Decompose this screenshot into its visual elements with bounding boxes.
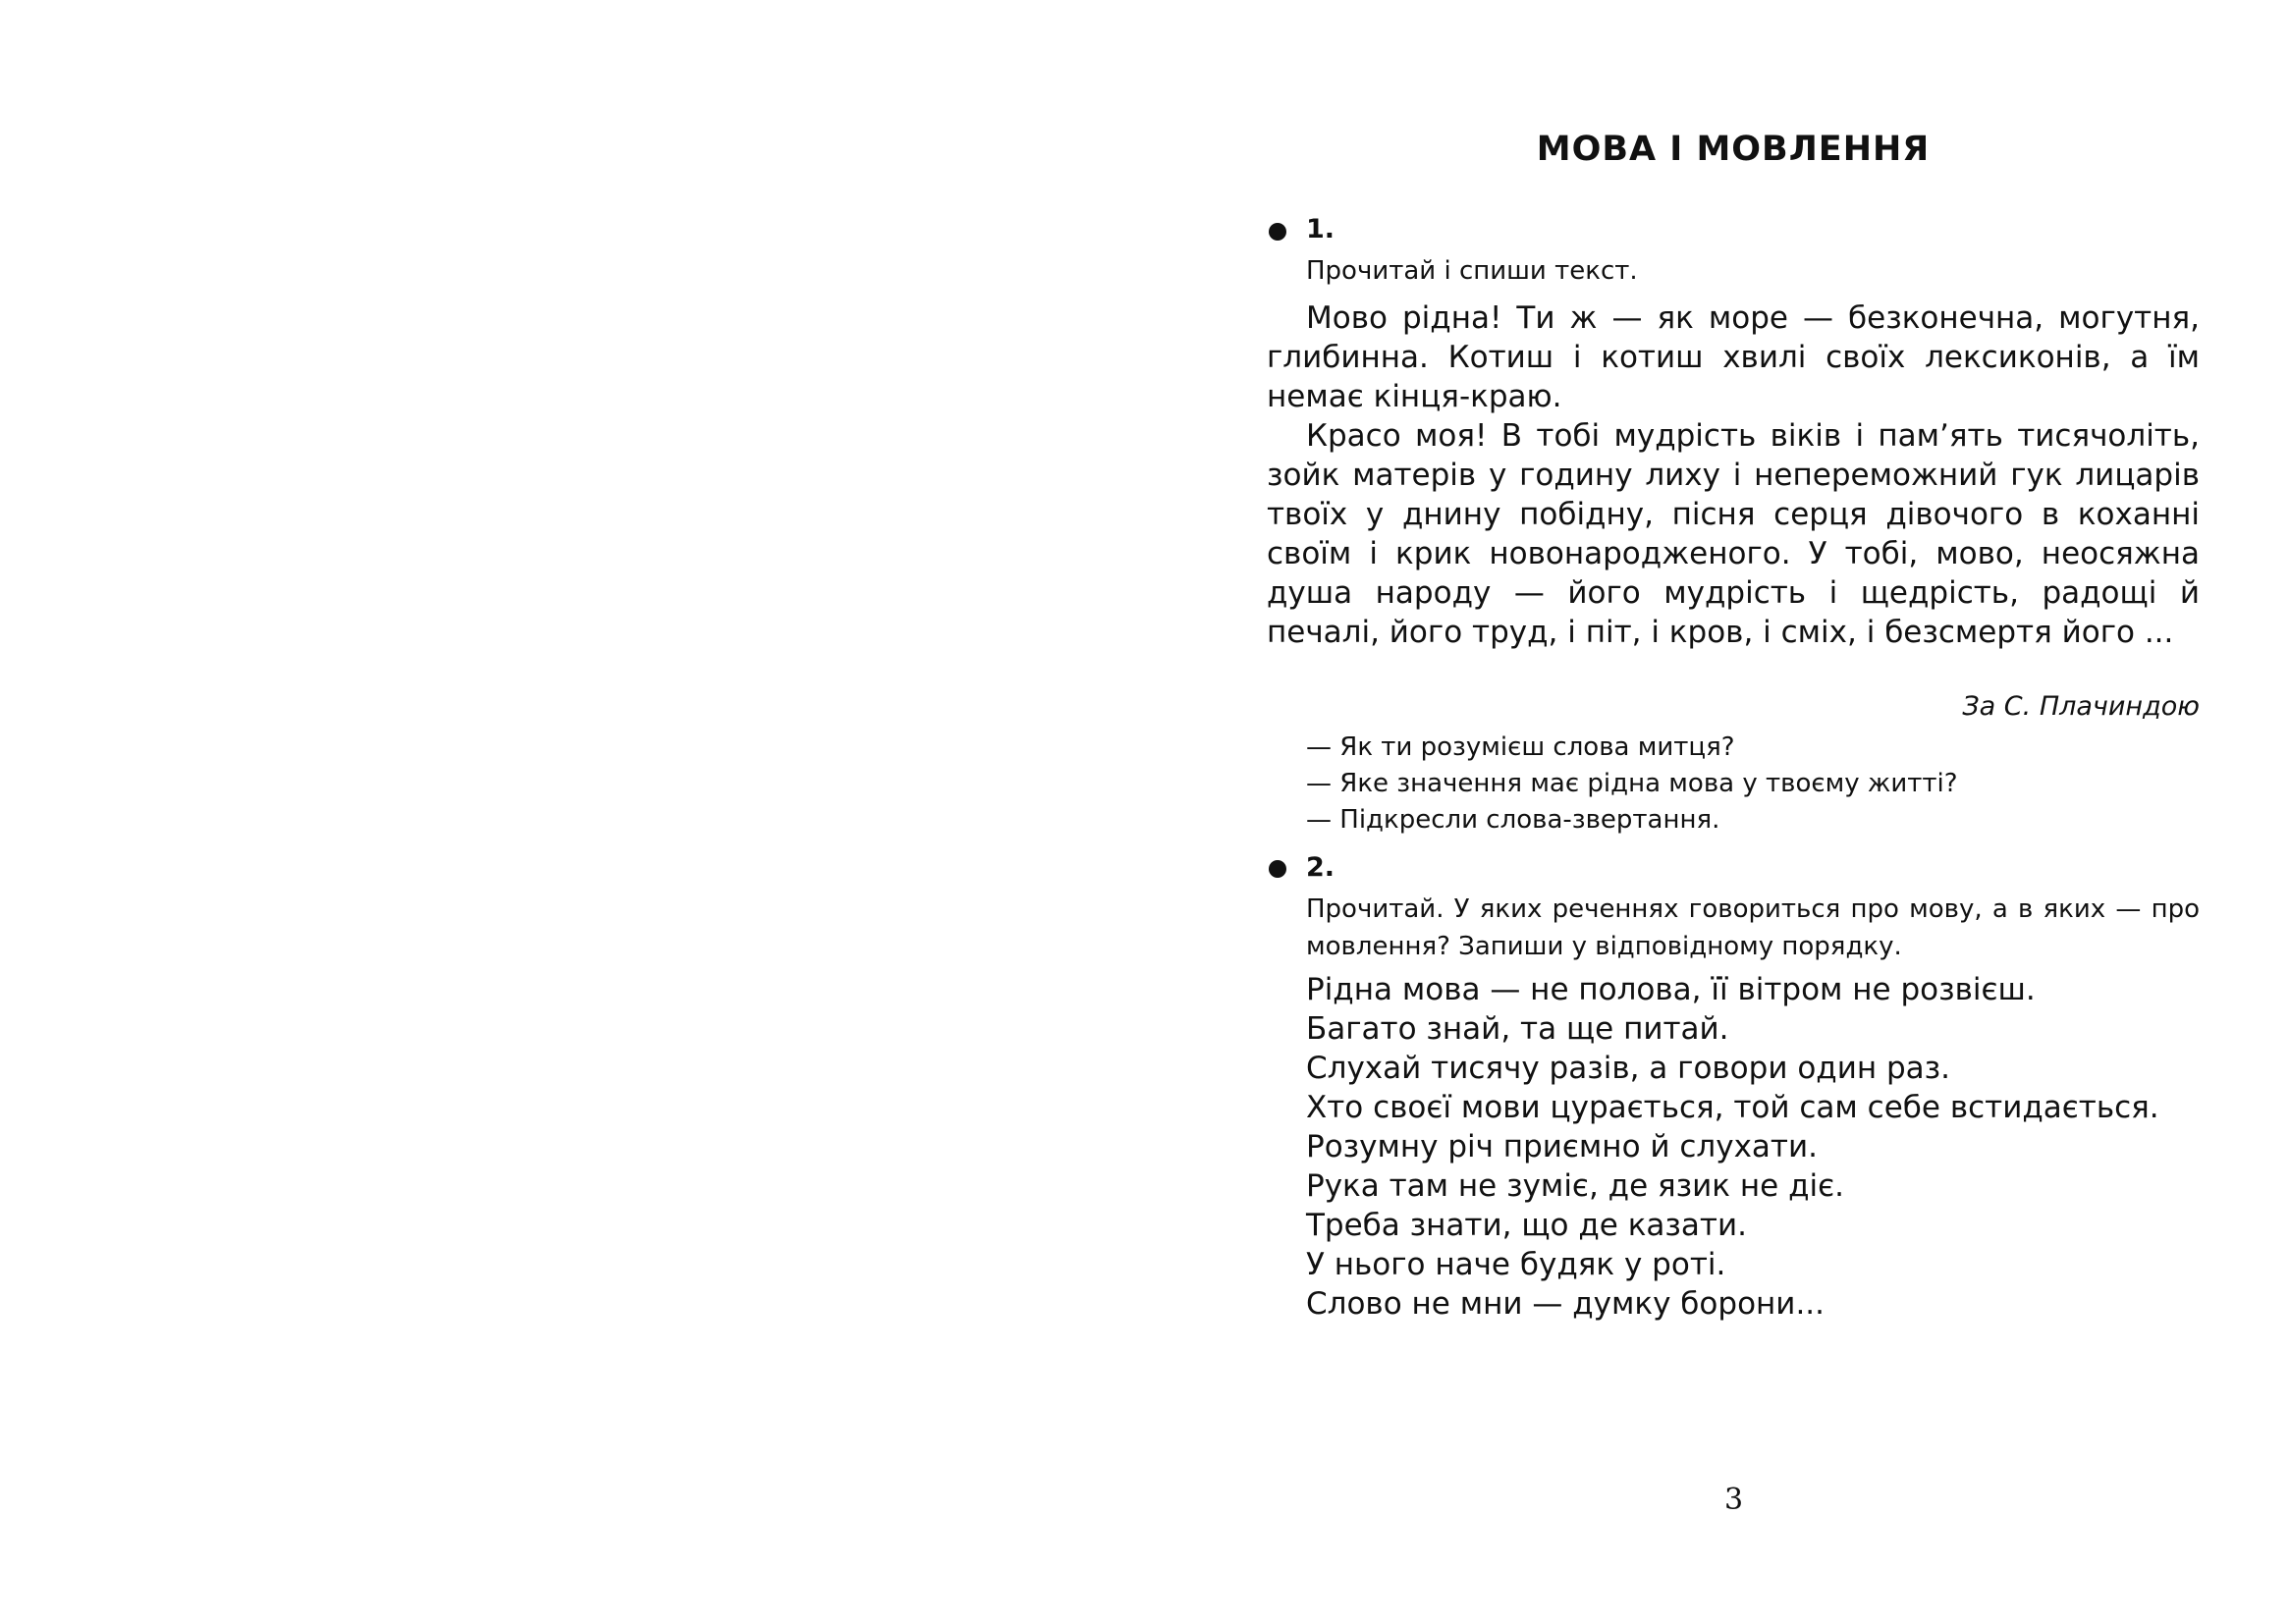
task-1-paragraph-2: Красо моя! В тобі мудрість віків і пам’ять тисячоліть, зойк матерів у годину лиху і непереможний гук лицарів твоїх у днину побідну, пісня серця дівочого в коханні своїм і крик новонародженого. У тобі, мово, неосяжна душа народу — його мудрість і щедрість, радощі й печалі, його труд, і піт, і кров, і сміх, і безсмертя його ... [1267,418,2200,650]
proverb-item: Розумну річ приємно й слухати. [1306,1129,1818,1164]
proverb-item: Рука там не зуміє, де язик не діє. [1306,1168,1844,1204]
task-1-paragraph-1: Мово рідна! Ти ж — як море — безконечна, могутня, глибинна. Котиш і котиш хвилі своїх лексиконів, а їм немає кінця-краю. [1267,300,2200,414]
task-2-bullet-icon [1269,860,1286,878]
page-title: МОВА І МОВЛЕННЯ [1536,130,1931,169]
task-2-instruction: Прочитай. У яких реченнях говориться про мову, а в яких — про мовлення? Запиши у відповідному порядку. [1306,894,2200,961]
proverb-item: Рідна мова — не полова, її вітром не розвієш. [1306,972,2036,1007]
task-1-question-1: — Як ти розумієш слова митця? [1306,732,1735,762]
task-1-attribution: За С. Плачиндою [1962,691,2200,722]
proverb-item: Багато знай, та ще питай. [1306,1011,1729,1047]
proverb-item: Слово не мни — думку борони... [1306,1286,1826,1322]
page-number: 3 [1724,1483,1744,1517]
proverb-item: Хто своєї мови цурається, той сам себе встидається. [1306,1090,2159,1125]
proverb-item: Треба знати, що де казати. [1306,1208,1747,1243]
page-right [1267,0,2200,1624]
task-1-bullet-icon [1269,223,1286,241]
proverb-item: Слухай тисячу разів, а говори один раз. [1306,1051,1951,1086]
proverb-item: У нього наче будяк у роті. [1306,1247,1726,1282]
task-1-instruction: Прочитай і спиши текст. [1306,256,1638,286]
task-1-question-2: — Яке значення має рідна мова у твоєму житті? [1306,769,1958,798]
task-2-number: 2. [1306,852,1335,883]
task-1-number: 1. [1306,214,1335,244]
task-1-question-3: — Підкресли слова-звертання. [1306,805,1720,835]
